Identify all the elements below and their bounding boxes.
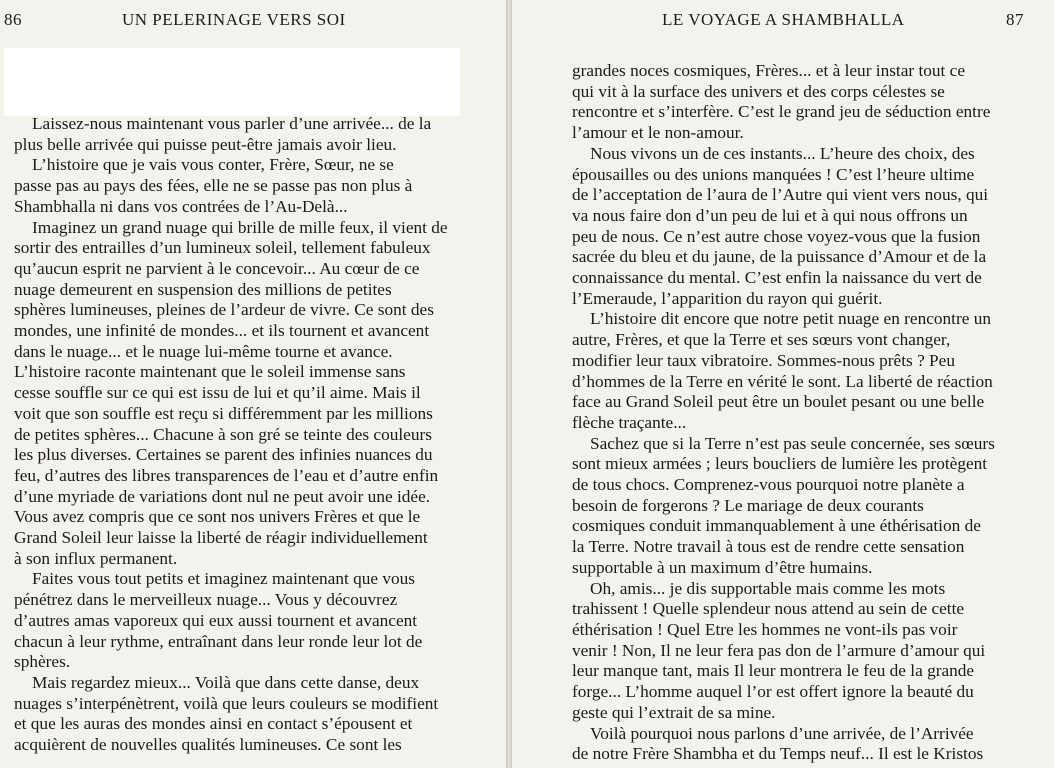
paragraph: Sachez que si la Terre n’est pas seule concernée, ses sœurs sont mieux armées ; leurs boucliers de lumière les protègent de tous chocs. Comprenez-vous pourquoi notre planète a besoin de forgerons ? Le mariage de deux courants cosmiques conduit immanquablement à une éthérisation de la Terre. Notre travail à tous est de rendre cette sensation supportable à un maximum d’être humains. bbox=[572, 433, 995, 577]
paragraph: Nous vivons un de ces instants... L’heure des choix, des épousailles ou des unions manquées ! C’est l’heure ultime de l’acceptation de l’aura de l’Autre qui vient vers nous, qui va nous faire don d’un peu de lui et à qui nous offrons un peu de nous. Ce n’est autre chose voyez-vous que la fusion sacrée du bleu et du jaune, de la puissance d’Amour et de la connaissance du mental. C’est enfin la naissance du vert de l’Emeraude, l’apparition du rayon qui guérit. bbox=[572, 143, 989, 308]
paragraph: Voilà pourquoi nous parlons d’une arrivée, de l’Arrivée de notre Frère Shambha et du Temps neuf... Il est le Kristos bbox=[572, 723, 984, 764]
left-page-body bbox=[14, 114, 454, 756]
paragraph: Imaginez un grand nuage qui brille de mille feux, il vient de sortir des entrailles d’un lumineux soleil, tellement fabuleux qu’aucun esprit ne parvient à le concevoir... Au cœur de ce nuage demeurent en suspension des millions de petites sphères lumineuses, pleines de l’ardeur de vivre. Ce sont des mondes, une infinité de mondes... et ils tournent et avancent dans le nuage... et le nuage lui-même tourne et avance. L’histoire raconte maintenant que le soleil immense sans cesse souffle sur ce qui est issu de lui et qu’il aime. Mais il voit que son souffle est reçu si différemment par les millions de petites sphères... Chacune à son gré se teinte des couleurs les plus diverses. Certaines se parent des infinies nuances du feu, d’autres des libres transparences de l’eau et d’autre enfin d’une myriade de variations dont nul ne peut avoir une idée. Vous avez compris que ce sont nos univers Frères et que le Grand Soleil leur laisse la liberté de réagir individuellement à son influx permanent. bbox=[14, 217, 448, 568]
right-page-header bbox=[512, 8, 1054, 36]
paragraph: grandes noces cosmiques, Frères... et à leur instar tout ce qui vit à la surface des univers et des corps célestes se rencontre et s’interfère. C’est le grand jeu de séduction entre l’amour et le non-amour. bbox=[572, 61, 991, 143]
right-page-body bbox=[572, 61, 1034, 765]
blank-redaction-area bbox=[4, 48, 460, 116]
right-running-title: LE VOYAGE A SHAMBHALLA bbox=[662, 10, 905, 29]
left-page-header bbox=[0, 8, 506, 36]
left-running-title: UN PELERINAGE VERS SOI bbox=[122, 10, 346, 29]
right-page-number: 87 bbox=[1006, 10, 1024, 29]
right-page bbox=[512, 0, 1054, 768]
paragraph: Faites vous tout petits et imaginez maintenant que vous pénétrez dans le merveilleux nuage... Vous y découvrez d’autres amas vaporeux qui eux aussi tournent et avancent chacun à leur rythme, entraînant dans leur ronde leur lot de sphères. bbox=[14, 569, 423, 672]
paragraph: L’histoire que je vais vous conter, Frère, Sœur, ne se passe pas au pays des fées, elle ne se passe pas non plus à Shambhalla ni dans vos contrées de l’Au-Delà... bbox=[14, 155, 413, 216]
left-page-number: 86 bbox=[4, 10, 22, 29]
left-page bbox=[0, 0, 506, 768]
paragraph: Mais regardez mieux... Voilà que dans cette danse, deux nuages s’interpénètrent, voilà que leurs couleurs se modifient et que les auras des mondes ainsi en contact s’épousent et acquièrent de nouvelles qualités lumineuses. Ce sont les bbox=[14, 672, 439, 755]
paragraph: Oh, amis... je dis supportable mais comme les mots trahissent ! Quelle splendeur nous attend au sein de cette éthérisation ! Quel Etre les hommes ne vont-ils pas voir venir ! Non, Il ne leur fera pas don de l’armure d’amour qui leur manque tant, mais Il leur montrera le feu de la grande forge... L’homme auquel l’or est offert ignore la beauté du geste qui l’extrait de sa mine. bbox=[572, 578, 986, 722]
paragraph: L’histoire dit encore que notre petit nuage en rencontre un autre, Frères, et que la Terre et ses sœurs vont changer, modifier leur taux vibratoire. Sommes-nous prêts ? Peu d’hommes de la Terre en vérité le sont. La liberté de réaction face au Grand Soleil peut être un boulet pesant ou une belle flèche traçante... bbox=[572, 309, 993, 432]
paragraph: Laissez-nous maintenant vous parler d’une arrivée... de la plus belle arrivée qui puisse peut-être jamais avoir lieu. bbox=[14, 114, 432, 154]
